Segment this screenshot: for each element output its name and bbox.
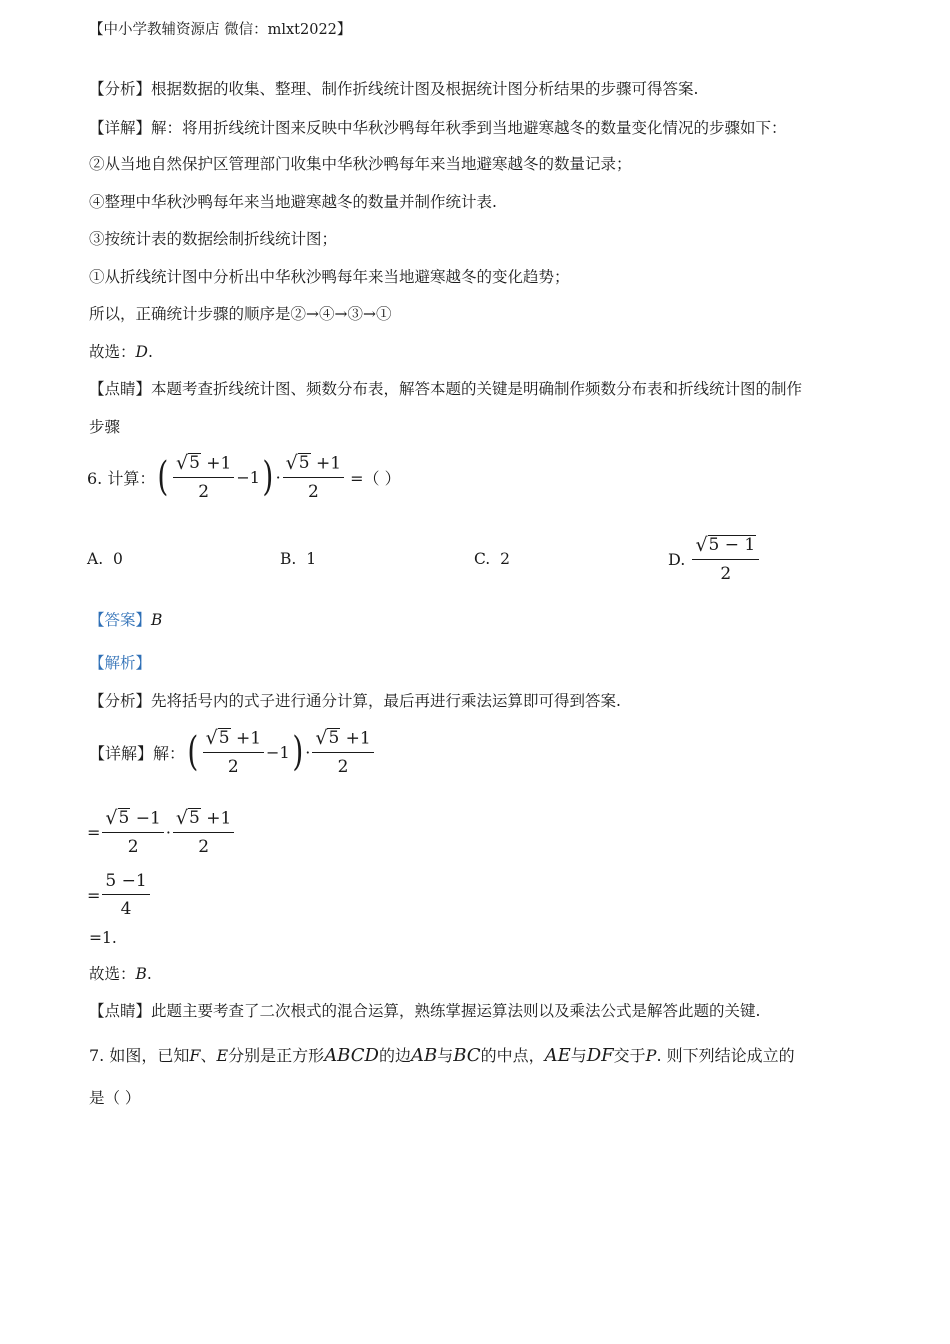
q6-option-b: B. 1 — [280, 550, 317, 568]
header-watermark: 【中小学教辅资源店 微信：mlxt2022】 — [89, 22, 352, 38]
q6-option-a: A. 0 — [87, 550, 123, 568]
q5-step-2: ④整理中华秋沙鸭每年来当地避寒越冬的数量并制作统计表. — [89, 193, 497, 211]
q6-option-d: D. √ 5 − 1 2 — [668, 535, 761, 584]
q5-comment-line2: 步骤 — [89, 418, 121, 436]
q5-choice: 故选：D. — [89, 343, 153, 361]
q5-step-4: ①从折线统计图中分析出中华秋沙鸭每年来当地避寒越冬的变化趋势； — [89, 268, 570, 286]
q5-order: 所以，正确统计步骤的顺序是②→④→③→① — [89, 305, 392, 323]
q6-option-d-fraction: √ 5 − 1 2 — [692, 535, 759, 584]
q7-question-line2: 是（ ） — [89, 1089, 141, 1107]
q5-analysis: 【分析】根据数据的收集、整理、制作折线统计图及根据统计图分析结果的步骤可得答案. — [89, 80, 699, 98]
q6-detail: 【详解】解： ( √ 5 +1 2 −1 ) · √ 5 +1 2 — [89, 728, 376, 777]
q6-step-1: = √ 5 −1 2 · √ 5 +1 2 — [87, 808, 236, 857]
q7-question-line1: 7. 如图，已知F、E分别是正方形ABCD的边AB与BC的中点，AE与DF交于P. 则下列结论成立的 — [89, 1045, 795, 1066]
q6-fraction-b: √ 5 +1 2 — [283, 453, 344, 502]
q6-comment: 【点睛】此题主要考查了二次根式的混合运算，熟练掌握运算法则以及乘法公式是解答此题的关键. — [89, 1002, 761, 1020]
q6-fraction-a: √ 5 +1 2 — [173, 453, 234, 502]
q6-detail-label: 【详解】解： — [89, 743, 186, 763]
q6-option-c: C. 2 — [474, 550, 510, 568]
q6-step-3: =1. — [89, 929, 117, 947]
q6-choice: 故选：B. — [89, 965, 152, 983]
q5-step-3: ③按统计表的数据绘制折线统计图； — [89, 230, 338, 248]
q6-jiexi: 【解析】 — [89, 654, 152, 672]
q6-label: 6. 计算： — [87, 468, 156, 488]
q6-step-2: = $\frac{5 -1}{4}$ — [87, 871, 152, 919]
q5-detail: 【详解】解：将用折线统计图来反映中华秋沙鸭每年秋季到当地避寒越冬的数量变化情况的步骤如下： — [89, 119, 787, 137]
q6-analysis: 【分析】先将括号内的式子进行通分计算，最后再进行乘法运算即可得到答案. — [89, 692, 621, 710]
q6-question: 6. 计算： ( √ 5 +1 2 −1 ) · √ 5 +1 2 =（ ） — [87, 451, 401, 502]
q6-blank: =（ ） — [350, 468, 401, 488]
q5-step-1: ②从当地自然保护区管理部门收集中华秋沙鸭每年来当地避寒越冬的数量记录； — [89, 155, 632, 173]
q6-answer: 【答案】B — [89, 611, 163, 629]
q5-comment-line1: 【点睛】本题考查折线统计图、频数分布表，解答本题的关键是明确制作频数分布表和折线统计图的制作 — [89, 380, 803, 398]
